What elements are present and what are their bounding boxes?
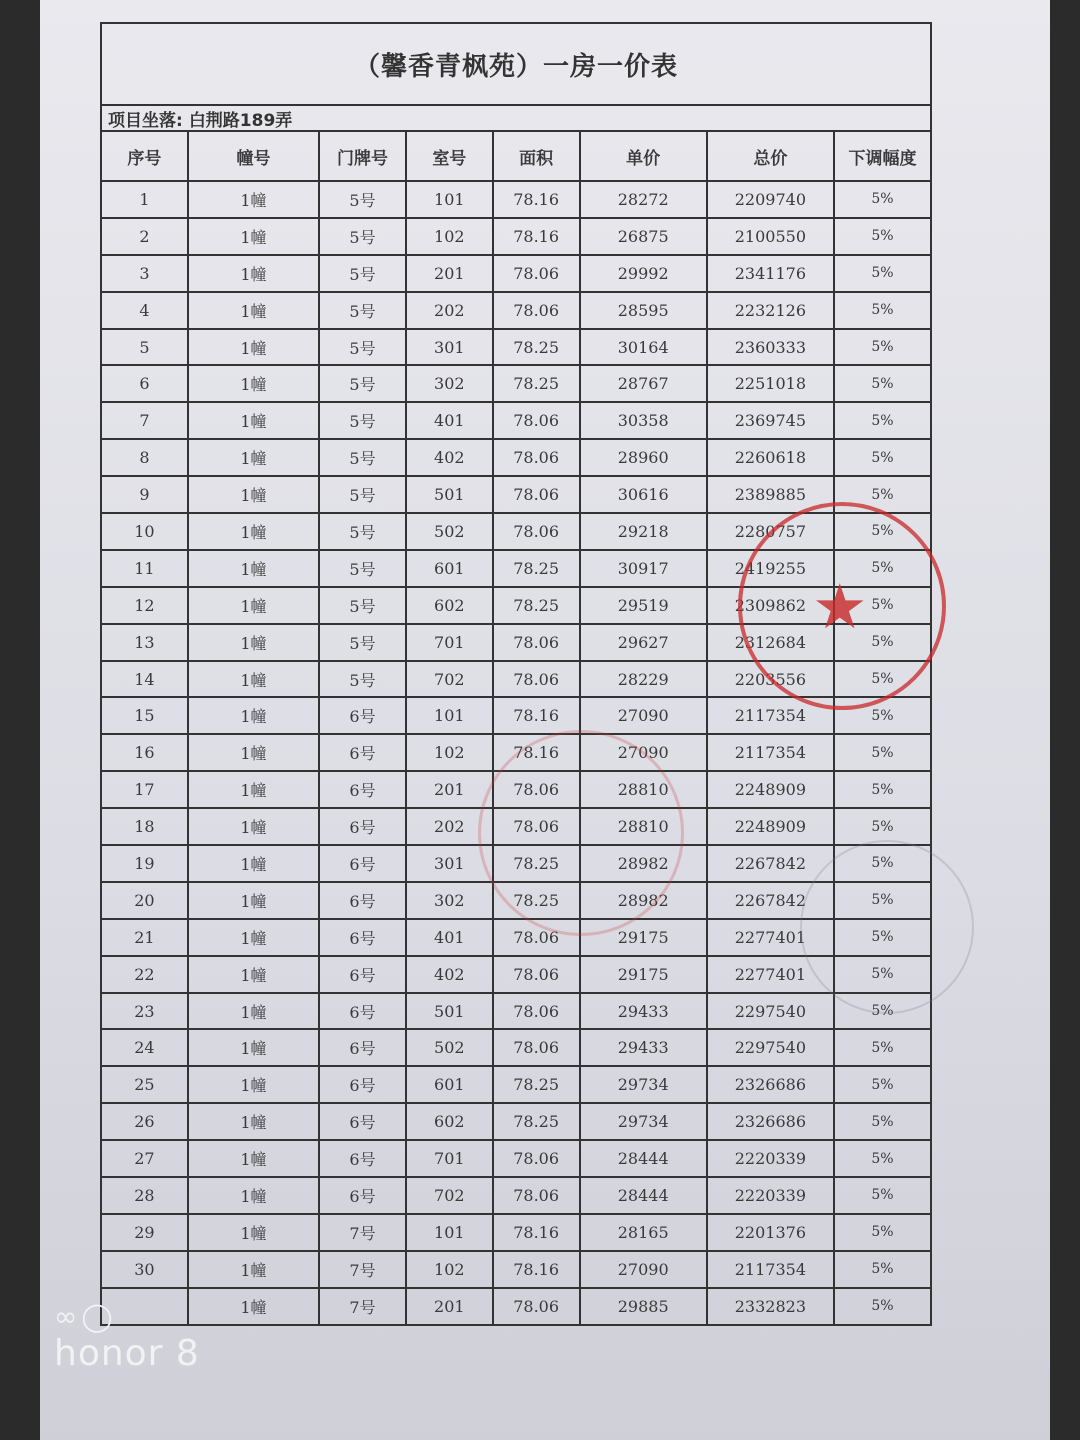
cell-door-number: 5号 [319,255,406,292]
cell-index: 15 [101,697,188,734]
cell-discount: 5% [834,439,931,476]
cell-door-number: 6号 [319,1177,406,1214]
header-door-number: 门牌号 [319,131,406,181]
cell-discount: 5% [834,1140,931,1177]
cell-door-number: 7号 [319,1214,406,1251]
title-box [100,22,932,104]
table-row [101,255,931,292]
header-total-price: 总价 [707,131,834,181]
cell-discount: 5% [834,550,931,587]
cell-total-price: 2389885 [707,476,834,513]
cell-discount: 5% [834,1251,931,1288]
cell-index: 19 [101,845,188,882]
cell-unit-price: 28960 [580,439,707,476]
table-row [101,365,931,402]
cell-building: 1幢 [188,476,319,513]
cell-discount: 5% [834,734,931,771]
cell-building: 1幢 [188,1140,319,1177]
cell-total-price: 2280757 [707,513,834,550]
cell-discount: 5% [834,882,931,919]
cell-door-number: 5号 [319,402,406,439]
table-row [101,1288,931,1325]
cell-room-number: 102 [406,218,493,255]
cell-door-number: 6号 [319,956,406,993]
cell-total-price: 2251018 [707,365,834,402]
cell-index: 12 [101,587,188,624]
cell-building: 1幢 [188,513,319,550]
table-row [101,661,931,698]
cell-index: 8 [101,439,188,476]
cell-discount: 5% [834,365,931,402]
cell-room-number: 101 [406,181,493,218]
cell-discount: 5% [834,1029,931,1066]
cell-area: 78.16 [493,181,580,218]
cell-area: 78.06 [493,402,580,439]
cell-discount: 5% [834,255,931,292]
cell-total-price: 2209740 [707,181,834,218]
cell-area: 78.06 [493,771,580,808]
cell-index: 3 [101,255,188,292]
table-row [101,845,931,882]
document-title: （馨香青枫苑）一房一价表 [353,51,678,82]
cell-area: 78.06 [493,1288,580,1325]
cell-area: 78.06 [493,255,580,292]
cell-building: 1幢 [188,1103,319,1140]
cell-area: 78.06 [493,476,580,513]
cell-index: 22 [101,956,188,993]
cell-unit-price: 29992 [580,255,707,292]
table-row [101,734,931,771]
cell-total-price: 2341176 [707,255,834,292]
cell-unit-price: 29734 [580,1103,707,1140]
cell-total-price: 2277401 [707,919,834,956]
cell-building: 1幢 [188,1251,319,1288]
cell-discount: 5% [834,292,931,329]
cell-door-number: 6号 [319,1140,406,1177]
cell-unit-price: 30164 [580,329,707,366]
cell-door-number: 6号 [319,919,406,956]
cell-door-number: 5号 [319,587,406,624]
cell-room-number: 602 [406,587,493,624]
cell-unit-price: 28595 [580,292,707,329]
table-row [101,808,931,845]
cell-total-price: 2220339 [707,1140,834,1177]
cell-room-number: 301 [406,329,493,366]
cell-discount: 5% [834,993,931,1030]
cell-area: 78.16 [493,218,580,255]
cell-door-number: 5号 [319,513,406,550]
header-room-number: 室号 [406,131,493,181]
cell-unit-price: 29627 [580,624,707,661]
table-row [101,329,931,366]
cell-discount: 5% [834,1288,931,1325]
table-row [101,882,931,919]
table-body [101,181,931,1325]
cell-building: 1幢 [188,956,319,993]
cell-door-number: 5号 [319,624,406,661]
cell-room-number: 102 [406,734,493,771]
watermark-text: honor 8 [54,1333,200,1374]
cell-room-number: 402 [406,439,493,476]
cell-area: 78.25 [493,1103,580,1140]
cell-discount: 5% [834,661,931,698]
watermark-logo-icon: ∞◯ [54,1300,117,1333]
cell-area: 78.06 [493,661,580,698]
table-row [101,1177,931,1214]
cell-index: 23 [101,993,188,1030]
cell-door-number: 6号 [319,882,406,919]
table-row [101,993,931,1030]
cell-unit-price: 29885 [580,1288,707,1325]
table-row [101,1103,931,1140]
table-row [101,1140,931,1177]
cell-building: 1幢 [188,919,319,956]
cell-room-number: 102 [406,1251,493,1288]
cell-door-number: 7号 [319,1288,406,1325]
cell-building: 1幢 [188,624,319,661]
project-location [100,104,932,130]
cell-total-price: 2332823 [707,1288,834,1325]
cell-building: 1幢 [188,181,319,218]
table-row [101,402,931,439]
location-label: 项目坐落: [108,110,183,131]
cell-unit-price: 29175 [580,919,707,956]
cell-building: 1幢 [188,329,319,366]
cell-door-number: 6号 [319,1066,406,1103]
cell-discount: 5% [834,1214,931,1251]
cell-total-price: 2360333 [707,329,834,366]
cell-discount: 5% [834,1177,931,1214]
cell-room-number: 401 [406,402,493,439]
cell-discount: 5% [834,1066,931,1103]
cell-discount: 5% [834,329,931,366]
cell-door-number: 6号 [319,1029,406,1066]
cell-building: 1幢 [188,1029,319,1066]
cell-index: 10 [101,513,188,550]
table-row [101,550,931,587]
cell-area: 78.06 [493,919,580,956]
cell-discount: 5% [834,808,931,845]
cell-area: 78.25 [493,1066,580,1103]
cell-unit-price: 28165 [580,1214,707,1251]
cell-total-price: 2100550 [707,218,834,255]
header-unit-price: 单价 [580,131,707,181]
cell-total-price: 2201376 [707,1214,834,1251]
cell-door-number: 7号 [319,1251,406,1288]
cell-unit-price: 29433 [580,1029,707,1066]
cell-index: 24 [101,1029,188,1066]
cell-area: 78.25 [493,329,580,366]
cell-door-number: 6号 [319,1103,406,1140]
table-header-row [101,131,931,181]
cell-building: 1幢 [188,1288,319,1325]
table-row [101,1214,931,1251]
cell-discount: 5% [834,771,931,808]
table-row [101,181,931,218]
cell-index: 11 [101,550,188,587]
cell-total-price: 2297540 [707,1029,834,1066]
cell-door-number: 6号 [319,697,406,734]
cell-building: 1幢 [188,734,319,771]
cell-room-number: 201 [406,771,493,808]
table-row [101,513,931,550]
table-row [101,292,931,329]
cell-unit-price: 28229 [580,661,707,698]
table-row [101,439,931,476]
cell-unit-price: 28810 [580,808,707,845]
cell-index: 25 [101,1066,188,1103]
cell-total-price: 2369745 [707,402,834,439]
cell-discount: 5% [834,402,931,439]
cell-unit-price: 27090 [580,1251,707,1288]
cell-index: 6 [101,365,188,402]
cell-total-price: 2220339 [707,1177,834,1214]
cell-unit-price: 30358 [580,402,707,439]
cell-unit-price: 28767 [580,365,707,402]
cell-room-number: 501 [406,993,493,1030]
table-row [101,218,931,255]
price-table [100,130,932,1326]
cell-room-number: 402 [406,956,493,993]
cell-building: 1幢 [188,661,319,698]
cell-building: 1幢 [188,402,319,439]
cell-area: 78.06 [493,808,580,845]
cell-area: 78.06 [493,292,580,329]
cell-room-number: 502 [406,1029,493,1066]
cell-discount: 5% [834,476,931,513]
cell-discount: 5% [834,845,931,882]
cell-door-number: 5号 [319,439,406,476]
cell-room-number: 201 [406,1288,493,1325]
cell-door-number: 6号 [319,734,406,771]
cell-index: 5 [101,329,188,366]
cell-index: 17 [101,771,188,808]
cell-door-number: 5号 [319,329,406,366]
cell-total-price: 2248909 [707,771,834,808]
price-list-document [100,22,932,1326]
cell-total-price: 2267842 [707,845,834,882]
cell-area: 78.06 [493,1140,580,1177]
cell-room-number: 302 [406,365,493,402]
cell-index: 14 [101,661,188,698]
cell-total-price: 2117354 [707,1251,834,1288]
cell-unit-price: 26875 [580,218,707,255]
cell-area: 78.16 [493,1251,580,1288]
cell-unit-price: 29175 [580,956,707,993]
cell-room-number: 501 [406,476,493,513]
cell-area: 78.06 [493,624,580,661]
cell-door-number: 5号 [319,661,406,698]
cell-index: 20 [101,882,188,919]
cell-unit-price: 29519 [580,587,707,624]
cell-area: 78.25 [493,365,580,402]
cell-building: 1幢 [188,292,319,329]
cell-total-price: 2309862 [707,587,834,624]
cell-total-price: 2297540 [707,993,834,1030]
cell-discount: 5% [834,513,931,550]
cell-area: 78.16 [493,697,580,734]
cell-area: 78.06 [493,956,580,993]
cell-building: 1幢 [188,993,319,1030]
cell-index: 21 [101,919,188,956]
cell-index: 1 [101,181,188,218]
cell-room-number: 301 [406,845,493,882]
cell-area: 78.06 [493,1029,580,1066]
cell-unit-price: 27090 [580,697,707,734]
table-row [101,956,931,993]
cell-room-number: 202 [406,292,493,329]
cell-total-price: 2277401 [707,956,834,993]
table-row [101,1251,931,1288]
header-index: 序号 [101,131,188,181]
cell-index: 29 [101,1214,188,1251]
cell-building: 1幢 [188,587,319,624]
cell-discount: 5% [834,218,931,255]
cell-unit-price: 29218 [580,513,707,550]
cell-discount: 5% [834,587,931,624]
table-row [101,1066,931,1103]
cell-building: 1幢 [188,365,319,402]
cell-room-number: 101 [406,1214,493,1251]
cell-building: 1幢 [188,1214,319,1251]
cell-room-number: 502 [406,513,493,550]
cell-total-price: 2248909 [707,808,834,845]
cell-door-number: 5号 [319,476,406,513]
cell-index: 9 [101,476,188,513]
cell-unit-price: 28982 [580,882,707,919]
cell-area: 78.06 [493,1177,580,1214]
cell-area: 78.06 [493,439,580,476]
table-row [101,624,931,661]
cell-unit-price: 28444 [580,1140,707,1177]
cell-area: 78.06 [493,993,580,1030]
cell-index: 13 [101,624,188,661]
cell-unit-price: 28982 [580,845,707,882]
cell-door-number: 5号 [319,181,406,218]
location-value: 白荆路189弄 [188,110,293,131]
cell-discount: 5% [834,1103,931,1140]
cell-room-number: 202 [406,808,493,845]
cell-door-number: 5号 [319,218,406,255]
cell-door-number: 6号 [319,845,406,882]
cell-index: 16 [101,734,188,771]
cell-area: 78.25 [493,845,580,882]
cell-building: 1幢 [188,255,319,292]
cell-door-number: 6号 [319,771,406,808]
cell-door-number: 5号 [319,292,406,329]
cell-index: 27 [101,1140,188,1177]
cell-building: 1幢 [188,1177,319,1214]
cell-unit-price: 30616 [580,476,707,513]
table-row [101,919,931,956]
cell-total-price: 2326686 [707,1103,834,1140]
cell-total-price: 2260618 [707,439,834,476]
cell-room-number: 701 [406,1140,493,1177]
cell-room-number: 601 [406,550,493,587]
cell-total-price: 2117354 [707,734,834,771]
cell-building: 1幢 [188,845,319,882]
cell-room-number: 201 [406,255,493,292]
cell-unit-price: 29734 [580,1066,707,1103]
cell-area: 78.16 [493,734,580,771]
cell-building: 1幢 [188,439,319,476]
cell-total-price: 2419255 [707,550,834,587]
table-row [101,697,931,734]
cell-discount: 5% [834,919,931,956]
cell-room-number: 602 [406,1103,493,1140]
cell-unit-price: 30917 [580,550,707,587]
cell-index: 30 [101,1251,188,1288]
cell-building: 1幢 [188,808,319,845]
cell-index: 2 [101,218,188,255]
cell-room-number: 702 [406,661,493,698]
cell-room-number: 601 [406,1066,493,1103]
cell-unit-price: 28444 [580,1177,707,1214]
cell-building: 1幢 [188,771,319,808]
cell-discount: 5% [834,956,931,993]
cell-door-number: 5号 [319,365,406,402]
cell-total-price: 2267842 [707,882,834,919]
cell-building: 1幢 [188,1066,319,1103]
cell-index: 7 [101,402,188,439]
cell-door-number: 5号 [319,550,406,587]
cell-room-number: 302 [406,882,493,919]
cell-total-price: 2117354 [707,697,834,734]
header-discount: 下调幅度 [834,131,931,181]
cell-total-price: 2232126 [707,292,834,329]
cell-unit-price: 29433 [580,993,707,1030]
cell-room-number: 101 [406,697,493,734]
header-building: 幢号 [188,131,319,181]
cell-room-number: 401 [406,919,493,956]
seal-star-icon: ★ [812,570,868,643]
cell-discount: 5% [834,624,931,661]
cell-index: 26 [101,1103,188,1140]
cell-unit-price: 28272 [580,181,707,218]
cell-building: 1幢 [188,697,319,734]
table-row [101,476,931,513]
cell-building: 1幢 [188,218,319,255]
cell-building: 1幢 [188,882,319,919]
cell-discount: 5% [834,697,931,734]
table-row [101,1029,931,1066]
table-row [101,587,931,624]
table-row [101,771,931,808]
cell-total-price: 2312684 [707,624,834,661]
cell-area: 78.25 [493,587,580,624]
cell-room-number: 701 [406,624,493,661]
cell-room-number: 702 [406,1177,493,1214]
cell-discount: 5% [834,181,931,218]
cell-index: 28 [101,1177,188,1214]
cell-door-number: 6号 [319,993,406,1030]
cell-total-price: 2326686 [707,1066,834,1103]
cell-unit-price: 28810 [580,771,707,808]
cell-area: 78.25 [493,550,580,587]
cell-index: 18 [101,808,188,845]
cell-area: 78.16 [493,1214,580,1251]
cell-door-number: 6号 [319,808,406,845]
cell-index [101,1288,188,1325]
cell-area: 78.06 [493,513,580,550]
cell-area: 78.25 [493,882,580,919]
cell-index: 4 [101,292,188,329]
header-area: 面积 [493,131,580,181]
cell-unit-price: 27090 [580,734,707,771]
cell-total-price: 2203556 [707,661,834,698]
cell-building: 1幢 [188,550,319,587]
